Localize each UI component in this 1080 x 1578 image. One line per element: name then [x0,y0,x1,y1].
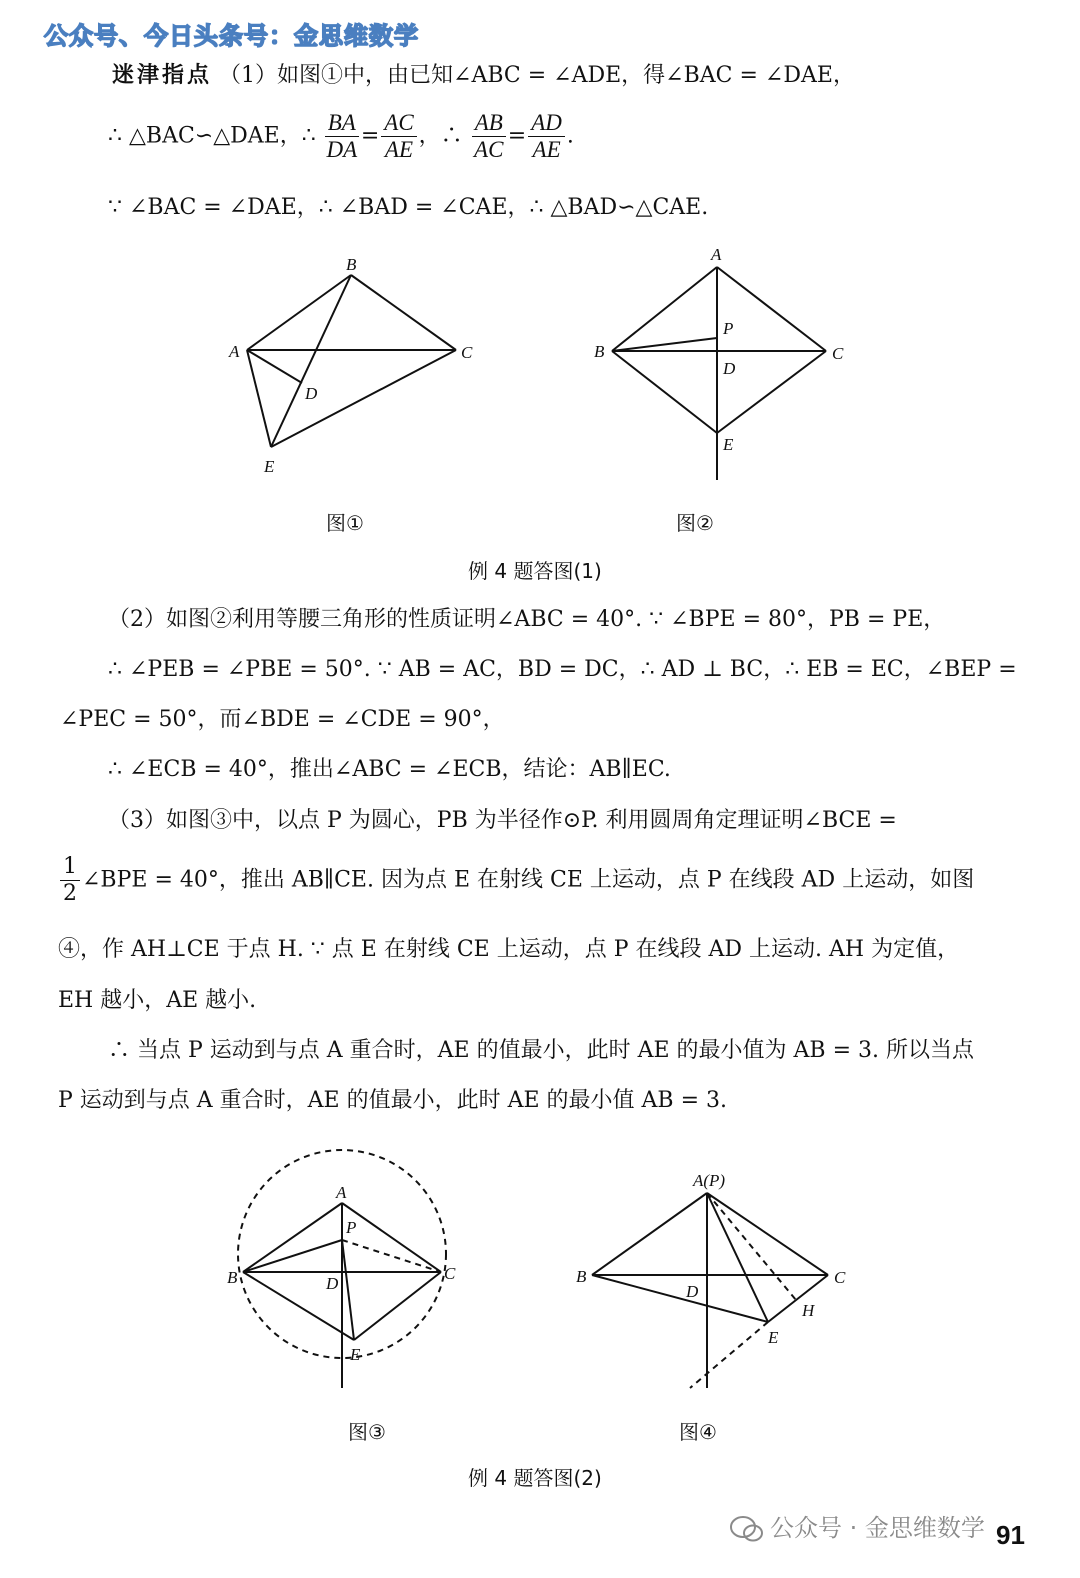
fraction-den: AE [384,137,414,162]
fraction-num: AD [528,110,565,137]
part-2-line-3: ∠PEC = 50°，而∠BDE = ∠CDE = 90°， [60,707,505,732]
equals-sign: = [360,123,380,149]
segment-ab [592,1193,707,1275]
part-2-line-1: （2）如图②利用等腰三角形的性质证明∠ABC = 40°. ∵ ∠BPE = 80°，PB = PE， [108,607,946,632]
point-label-b: B [346,255,357,274]
point-label-e: E [768,1328,779,1347]
header-watermark: 公众号、今日头条号：金思维数学 [44,22,419,50]
figure-4-caption: 图④ [679,1420,717,1444]
fraction-num: AC [381,110,416,137]
period: . [566,123,574,149]
part-3-line-2-text: ∠BPE = 40°，推出 AB∥CE. 因为点 E 在射线 CE 上运动，点 P 在线段 AD 上运动，如图 [82,867,975,893]
point-label-a: A [711,245,722,264]
point-label-c: C [832,344,844,363]
point-label-p: P [723,319,734,338]
point-label-c: C [444,1264,456,1283]
hint-label: 迷津指点 [112,63,213,88]
figure-2-caption: 图② [676,511,714,535]
ray-ce-extension-dashed [690,1322,768,1388]
point-label-d: D [326,1274,339,1293]
equals-sign: = [507,123,527,149]
therefore-separator: ，∴ [418,123,463,149]
part-3-line-3: ④，作 AH⊥CE 于点 H. ∵ 点 E 在射线 CE 上运动，点 P 在线段 AD 上运动. AH 为定值， [58,937,960,962]
hint-line-1-text: （1）如图①中，由已知∠ABC = ∠ADE，得∠BAC = ∠DAE， [219,63,855,88]
part-2-line-4: ∴ ∠ECB = 40°，推出∠ABC = ∠ECB，结论：AB∥EC. [108,757,671,782]
point-label-c: C [834,1268,846,1287]
segment-ce [768,1275,828,1322]
part-3-line-4: EH 越小，AE 越小. [58,988,257,1013]
segment-be [592,1275,768,1322]
proportion-prefix: ∴ △BAC∽△DAE，∴ [108,123,316,149]
fraction-den: 2 [63,881,77,906]
point-label-b: B [576,1267,587,1286]
fraction-num: AB [472,110,506,137]
footer-watermark-text: 公众号 · 金思维数学 [770,1514,985,1542]
point-label-p: P [346,1218,357,1237]
page-number: 91 [996,1520,1025,1550]
segment-ac [707,1193,828,1275]
point-label-a: A [336,1183,347,1202]
point-label-b: B [594,342,605,361]
point-label-e: E [264,457,275,476]
fraction-num: 1 [60,854,80,881]
segment-ah-dashed [707,1193,796,1300]
fraction-den: AE [532,137,561,162]
point-label-e: E [723,435,734,454]
wechat-icon [730,1515,764,1543]
fraction-num: BA [325,110,359,137]
part-3-line-5: ∴ 当点 P 运动到与点 A 重合时，AE 的值最小，此时 AE 的最小值为 AB = 3. 所以当点 [108,1038,974,1063]
point-label-b: B [227,1268,238,1287]
hint-line-3: ∵ ∠BAC = ∠DAE，∴ ∠BAD = ∠CAE，∴ △BAD∽△CAE. [108,195,709,220]
point-label-e: E [350,1345,361,1364]
point-label-a: A [229,342,240,361]
point-label-d: D [723,359,736,378]
point-label-d: D [686,1282,699,1301]
fraction-den: DA [326,137,358,162]
point-label-h: H [802,1301,815,1320]
segment-ae [707,1193,768,1322]
figure-3-caption: 图③ [348,1420,386,1444]
part-3-line-6: P 运动到与点 A 重合时，AE 的值最小，此时 AE 的最小值 AB = 3. [58,1088,728,1113]
point-label-d: D [305,384,318,403]
figure-1-caption: 图① [326,511,364,535]
point-label-a-p: A(P) [693,1171,726,1190]
answer-figure-caption-2: 例 4 题答图(2) [468,1466,602,1490]
fraction-den: AC [474,137,504,162]
part-3-line-1: （3）如图③中，以点 P 为圆心，PB 为半径作⊙P. 利用圆周角定理证明∠BCE = [108,808,897,833]
point-label-c: C [461,343,473,362]
footer-watermark [730,1508,985,1543]
part-2-line-2: ∴ ∠PEB = ∠PBE = 50°. ∵ AB = AC，BD = DC，∴ AD ⊥ BC，∴ EB = EC，∠BEP = [108,657,1017,682]
answer-figure-caption-1: 例 4 题答图(1) [468,559,602,583]
